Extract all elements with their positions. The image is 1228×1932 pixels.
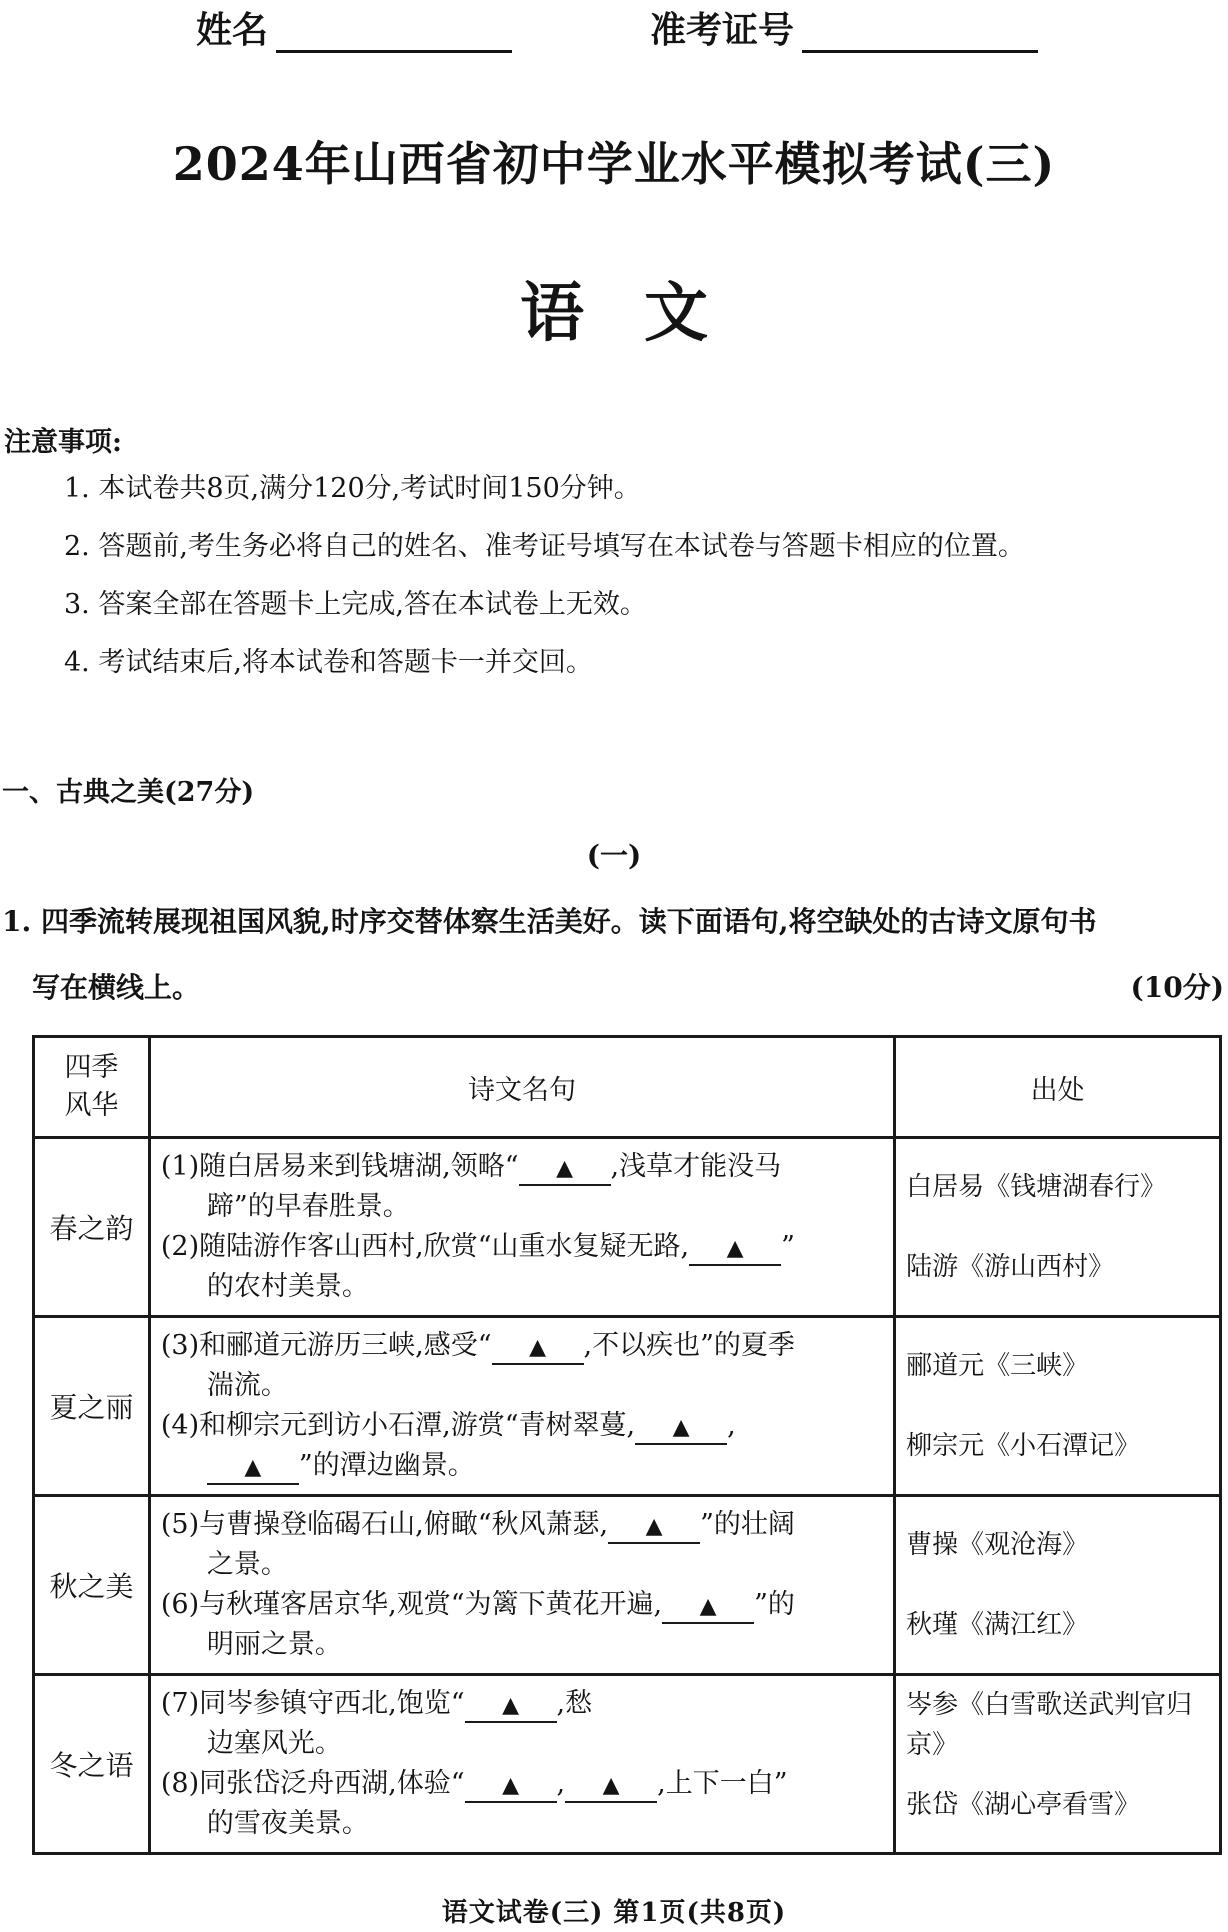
item-text: ”的潭边幽景。 xyxy=(298,1450,475,1481)
season-cell: 冬之语 xyxy=(34,1675,150,1854)
source-cell xyxy=(895,1496,1221,1675)
table-header-row xyxy=(34,1037,1221,1138)
source-text: 张岱《湖心亭看雪》 xyxy=(906,1790,1141,1820)
lines-cell xyxy=(149,1496,894,1675)
source-cell xyxy=(895,1138,1221,1317)
exam-id-label: 准考证号 xyxy=(650,9,795,51)
notice-item: 4. 考试结束后,将本试卷和答题卡一并交回。 xyxy=(64,647,593,678)
question-text-line1: 1. 四季流转展现祖国风貌,时序交替体察生活美好。读下面语句,将空缺处的古诗文原句书 xyxy=(2,905,1097,938)
source-text: 秋瑾《满江红》 xyxy=(906,1610,1089,1640)
question-points: (10分) xyxy=(1130,971,1224,1004)
list-item xyxy=(161,1505,887,1585)
source-text: 陆游《游山西村》 xyxy=(906,1252,1115,1282)
source-text: 白居易《钱塘湖春行》 xyxy=(906,1172,1167,1202)
table-row xyxy=(34,1496,1221,1675)
answer-blank[interactable]: ▲ xyxy=(492,1333,584,1365)
question-text: 写在横线上。 xyxy=(32,971,201,1004)
table-row xyxy=(34,1138,1221,1317)
notice-item: 1. 本试卷共8页,满分120分,考试时间150分钟。 xyxy=(64,473,641,504)
notice-list xyxy=(64,470,1025,702)
name-label: 姓名 xyxy=(196,9,269,51)
source-cell xyxy=(895,1317,1221,1496)
list-item xyxy=(161,1147,887,1227)
item-continuation: 蹄”的早春胜景。 xyxy=(206,1191,410,1222)
source-text: 曹操《观沧海》 xyxy=(906,1530,1089,1560)
item-text: ,上下一白” xyxy=(657,1768,788,1799)
lines-cell xyxy=(149,1317,894,1496)
item-continuation: 的雪夜美景。 xyxy=(206,1808,369,1839)
answer-blank[interactable]: ▲ xyxy=(519,1154,611,1186)
section-heading: 一、古典之美(27分) xyxy=(2,777,255,808)
answer-blank[interactable]: ▲ xyxy=(635,1413,727,1445)
header-season-text: 四季风华 xyxy=(64,1052,119,1121)
candidate-info xyxy=(0,0,1228,50)
list-item xyxy=(161,1227,887,1307)
list-item xyxy=(161,1585,887,1665)
subject-title: 语文 xyxy=(520,276,768,351)
answer-blank[interactable]: ▲ xyxy=(465,1691,557,1723)
season-cell: 春之韵 xyxy=(34,1138,150,1317)
item-continuation: 明丽之景。 xyxy=(206,1629,342,1660)
item-text: (8)同张岱泛舟西湖,体验“ xyxy=(160,1768,465,1799)
exam-id-field[interactable] xyxy=(650,2,1038,53)
list-item xyxy=(161,1326,887,1406)
answer-blank[interactable]: ▲ xyxy=(207,1453,299,1485)
table-row xyxy=(34,1317,1221,1496)
season-cell: 夏之丽 xyxy=(34,1317,150,1496)
item-text: (4)和柳宗元到访小石潭,游赏“青树翠蔓, xyxy=(160,1410,636,1441)
item-text: (7)同岑参镇守西北,饱览“ xyxy=(160,1688,465,1719)
poem-table xyxy=(32,1035,1222,1855)
notice-item: 3. 答案全部在答题卡上完成,答在本试卷上无效。 xyxy=(64,589,647,620)
item-text: (2)随陆游作客山西村,欣赏“山重水复疑无路, xyxy=(160,1231,690,1262)
answer-blank[interactable]: ▲ xyxy=(608,1512,700,1544)
answer-blank[interactable]: ▲ xyxy=(689,1234,781,1266)
item-text: , xyxy=(556,1768,566,1799)
list-item xyxy=(161,1406,887,1486)
item-text: (5)与曹操登临碣石山,俯瞰“秋风萧瑟, xyxy=(160,1509,609,1540)
item-continuation: 之景。 xyxy=(206,1549,288,1580)
item-text: ,不以疾也”的夏季 xyxy=(583,1330,795,1361)
item-text: ” xyxy=(781,1231,795,1262)
notice-heading: 注意事项: xyxy=(4,427,122,458)
season-cell: 秋之美 xyxy=(34,1496,150,1675)
item-continuation: 湍流。 xyxy=(206,1370,288,1401)
list-item xyxy=(161,1764,887,1844)
answer-blank[interactable]: ▲ xyxy=(565,1771,657,1803)
header-source: 出处 xyxy=(895,1037,1221,1138)
item-text: (6)与秋瑾客居京华,观赏“为篱下黄花开遍, xyxy=(160,1589,663,1620)
answer-blank[interactable]: ▲ xyxy=(662,1592,754,1624)
page-footer: 语文试卷(三) 第1页(共8页) xyxy=(441,1898,787,1928)
exam-title: 2024年山西省初中学业水平模拟考试(三) xyxy=(172,137,1056,191)
sub-heading: (一) xyxy=(586,839,642,872)
source-text: 岑参《白雪歌送武判官归京》 xyxy=(906,1690,1193,1760)
source-cell xyxy=(895,1675,1221,1854)
item-continuation: 边塞风光。 xyxy=(206,1728,342,1759)
header-lines: 诗文名句 xyxy=(149,1037,894,1138)
table-row xyxy=(34,1675,1221,1854)
name-field[interactable] xyxy=(196,2,512,53)
name-blank-line[interactable] xyxy=(276,12,512,53)
lines-cell xyxy=(149,1675,894,1854)
item-text: ”的壮阔 xyxy=(700,1509,795,1540)
item-text: (3)和郦道元游历三峡,感受“ xyxy=(160,1330,492,1361)
item-text: ,浅草才能没马 xyxy=(610,1151,782,1182)
item-text: ”的 xyxy=(754,1589,795,1620)
question-text-line2 xyxy=(2,968,1224,1008)
item-text: (1)随白居易来到钱塘湖,领略“ xyxy=(160,1151,519,1182)
exam-id-blank-line[interactable] xyxy=(802,12,1038,53)
header-season xyxy=(34,1037,150,1138)
item-text: ,愁 xyxy=(556,1688,593,1719)
item-continuation: 的农村美景。 xyxy=(206,1271,369,1302)
list-item xyxy=(161,1684,887,1764)
question-1 xyxy=(2,902,1224,1008)
item-text: , xyxy=(727,1410,736,1441)
answer-blank[interactable]: ▲ xyxy=(465,1771,557,1803)
item-continuation xyxy=(161,1446,887,1486)
notice-item: 2. 答题前,考生务必将自己的姓名、准考证号填写在本试卷与答题卡相应的位置。 xyxy=(64,531,1025,562)
lines-cell xyxy=(149,1138,894,1317)
source-text: 柳宗元《小石潭记》 xyxy=(906,1431,1141,1461)
source-text: 郦道元《三峡》 xyxy=(906,1351,1089,1381)
